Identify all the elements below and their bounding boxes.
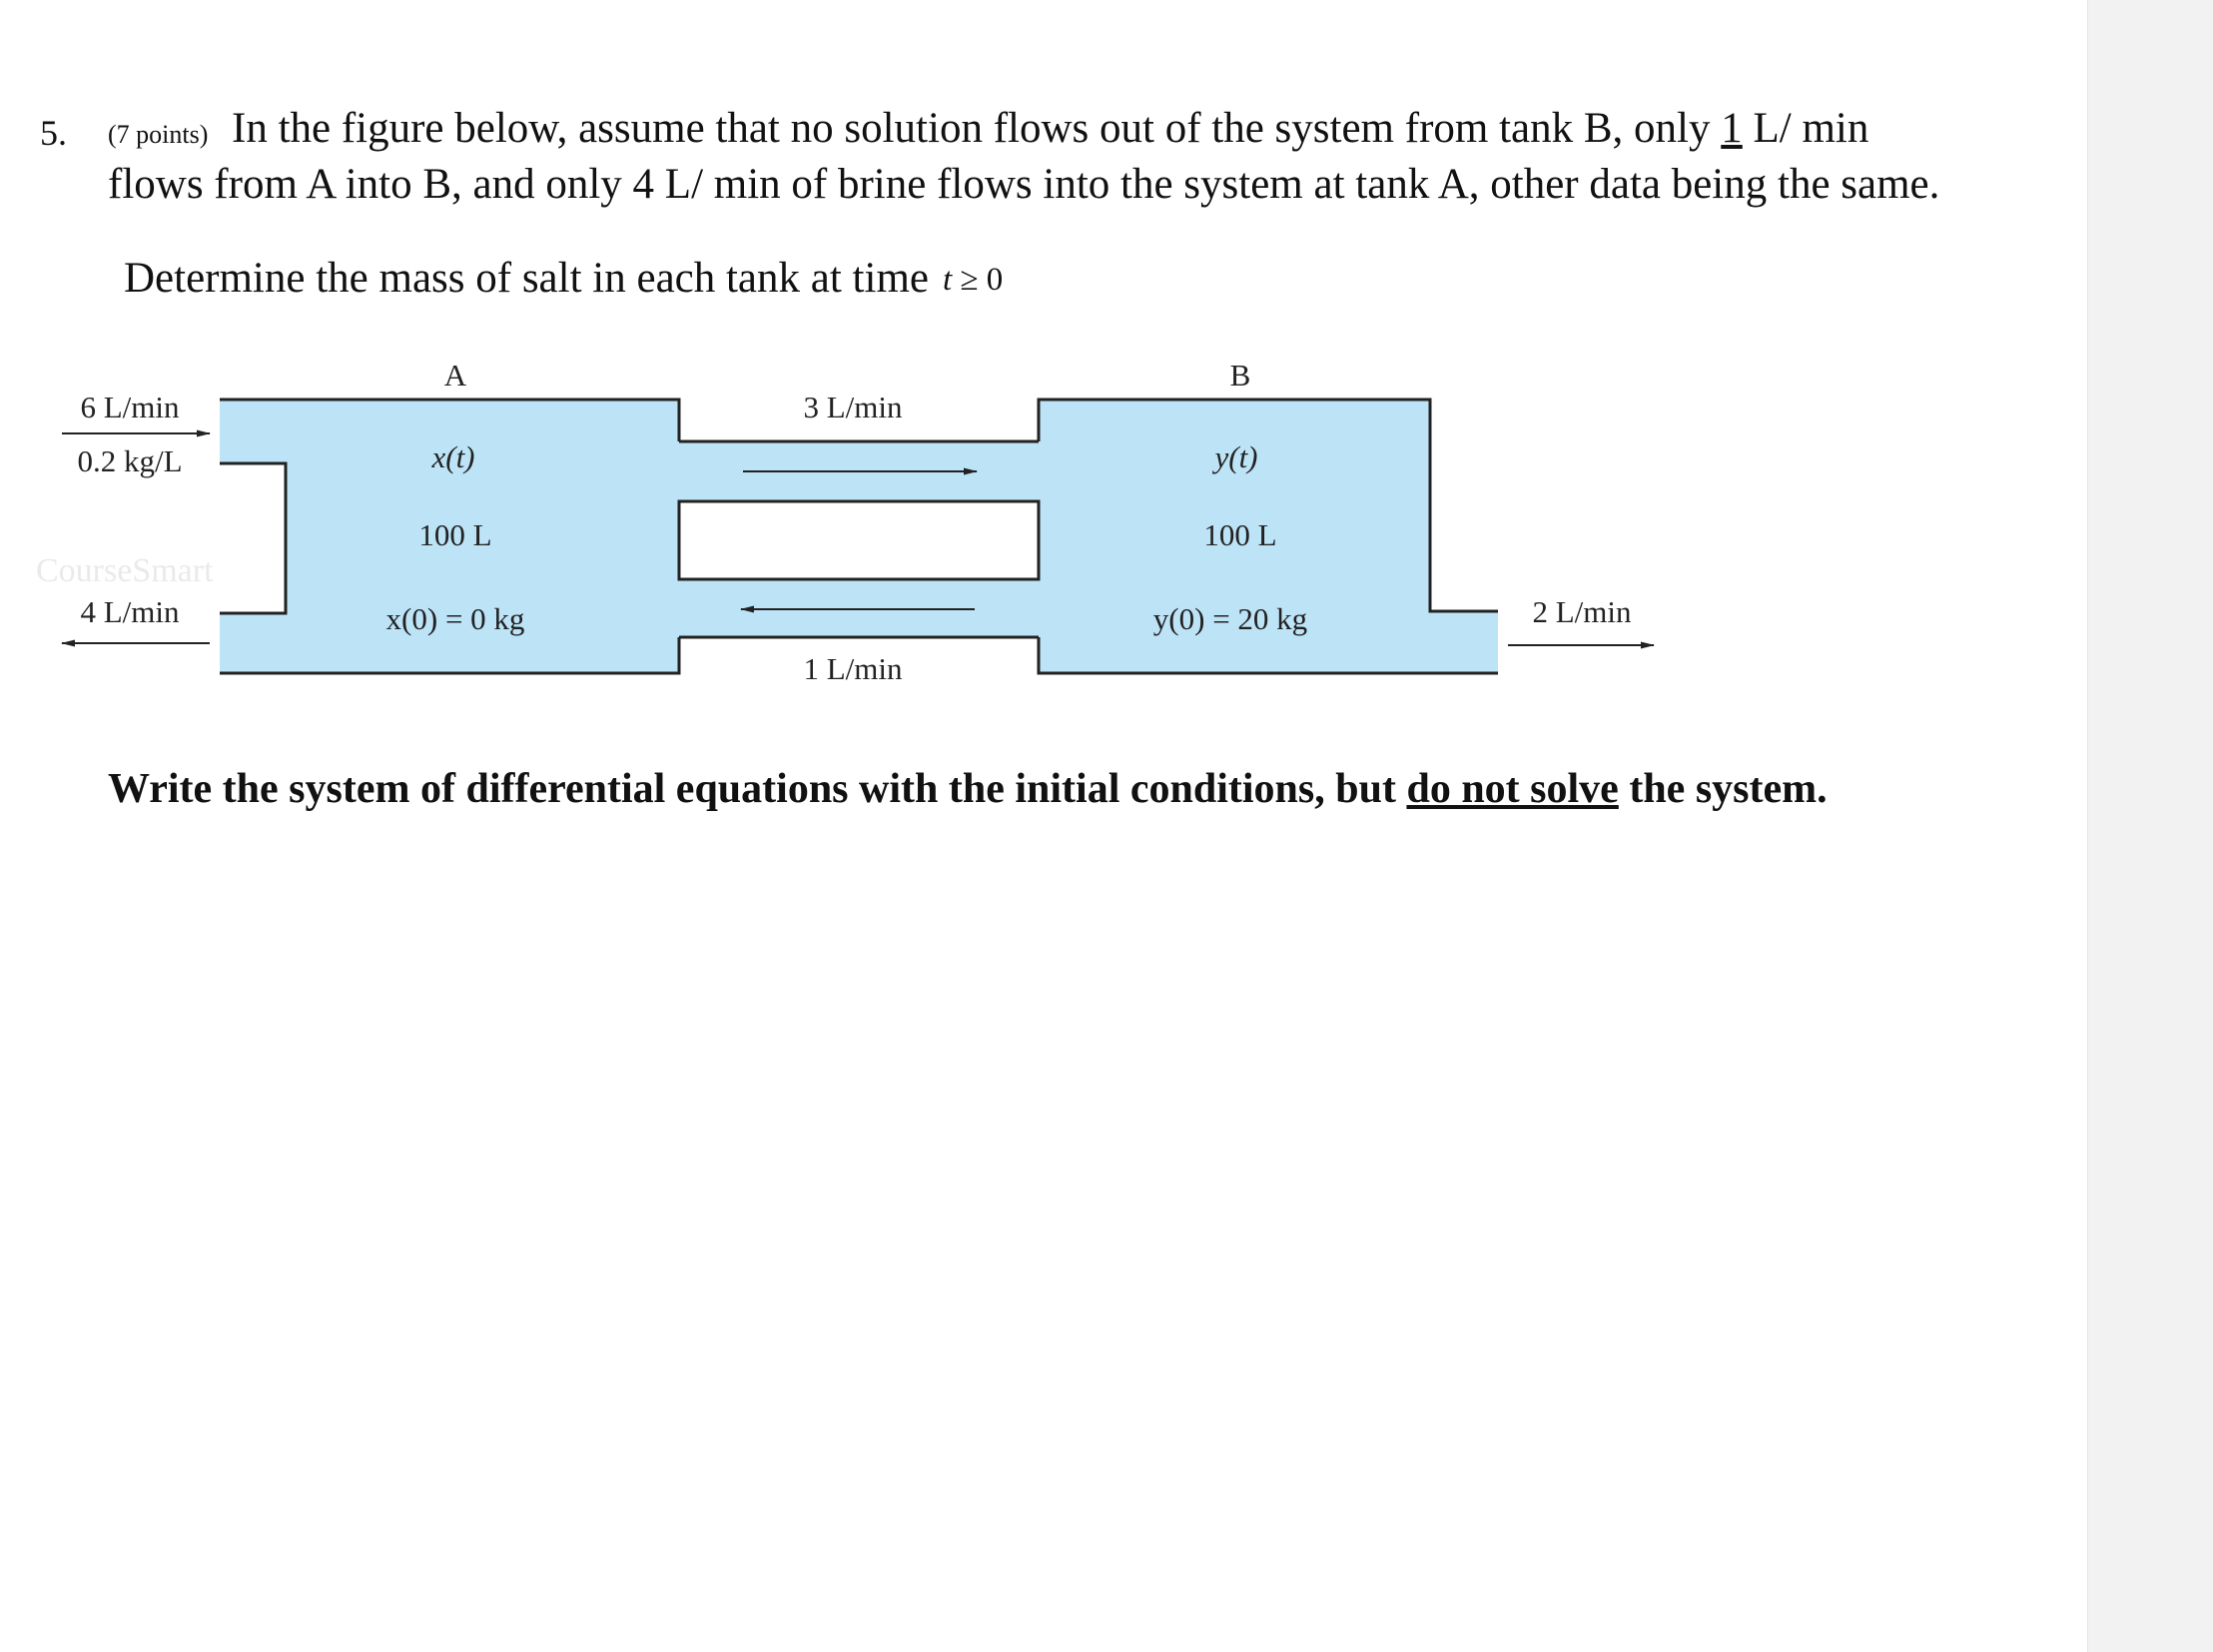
tank-a-variable: x(t) xyxy=(431,439,475,474)
inflow-concentration-label: 0.2 kg/L xyxy=(77,443,183,478)
determine-prompt: Determine the mass of salt in each tank at time xyxy=(124,255,929,302)
tank-b-variable: y(t) xyxy=(1214,439,1258,474)
time-inequality: ≥ 0 xyxy=(952,262,1004,298)
question-line-1 xyxy=(232,104,1868,153)
tank-a-volume: 100 L xyxy=(418,517,492,552)
pipe-separator-block xyxy=(679,501,1039,579)
watermark: CourseSmart xyxy=(36,552,214,589)
scrollbar-track[interactable] xyxy=(2087,0,2213,1652)
underlined-rate: 1 xyxy=(1721,105,1743,152)
outflow-a-label: 4 L/min xyxy=(80,594,180,629)
inflow-rate-label: 6 L/min xyxy=(80,390,180,424)
instruction-text: Write the system of differential equations with the initial conditions, but xyxy=(108,766,1407,812)
question-line-2: flows from A into B, and only 4 L/ min of brine flows into the system at tank A, other data being the same. xyxy=(108,161,1940,208)
question-points: (7 points) xyxy=(108,120,209,149)
tank-b-volume: 100 L xyxy=(1203,517,1277,552)
outflow-b-label: 2 L/min xyxy=(1532,594,1632,629)
instruction-emphasis: do not solve xyxy=(1406,766,1619,812)
tank-a-label: A xyxy=(443,358,467,393)
time-variable: t xyxy=(943,262,953,298)
tank-b-label: B xyxy=(1229,358,1251,393)
question-line-1-text: In the figure below, assume that no solution flows out of the system from tank B, only xyxy=(232,105,1722,152)
tank-a-initial-condition: x(0) = 0 kg xyxy=(385,601,525,636)
tank-b-initial-condition: y(0) = 20 kg xyxy=(1152,601,1308,636)
pipe-bottom-rate-label: 1 L/min xyxy=(803,651,903,686)
instruction-end: the system. xyxy=(1618,766,1828,812)
time-condition xyxy=(943,262,1003,299)
tank-a-left-wall xyxy=(220,463,286,613)
question-line-1-end: L/ min xyxy=(1742,105,1869,152)
question-number: 5. xyxy=(40,113,67,153)
pipe-top-rate-label: 3 L/min xyxy=(803,390,903,424)
instruction-line xyxy=(108,765,1828,813)
two-tank-mixing-diagram xyxy=(0,340,1698,719)
